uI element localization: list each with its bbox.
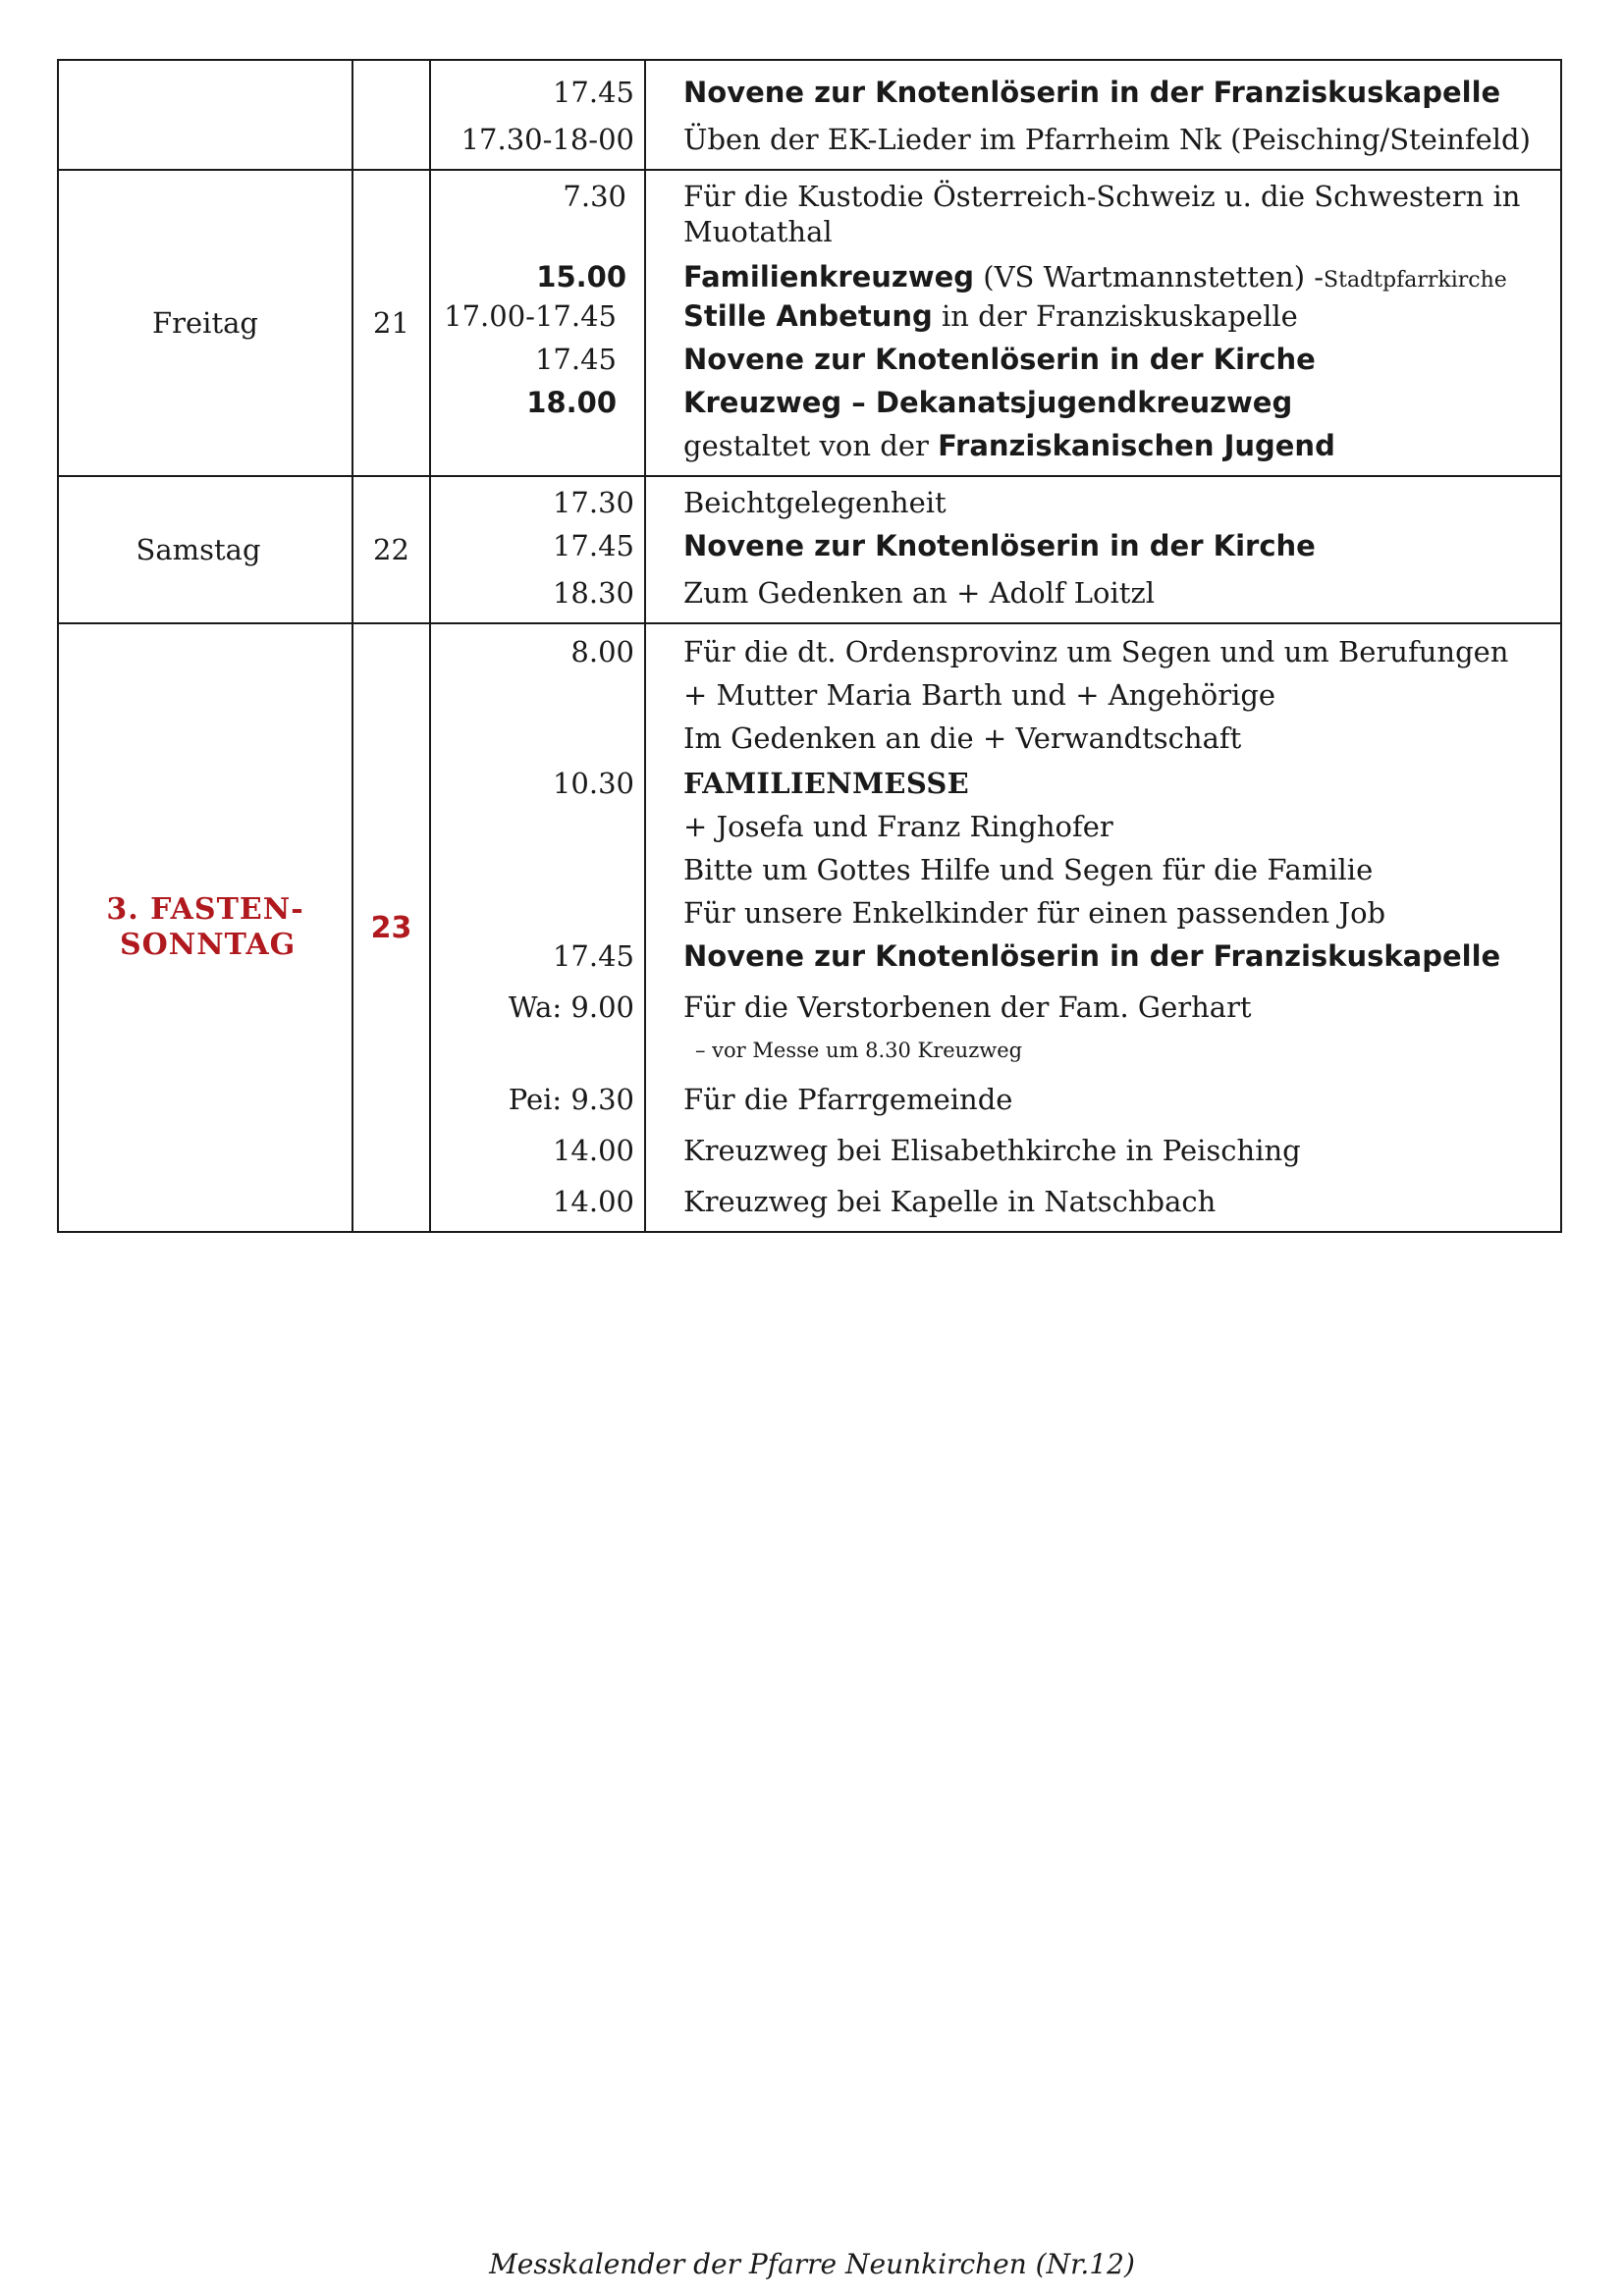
- entry-text: Novene zur Knotenlöserin in der Franziskuskapelle: [683, 76, 1501, 109]
- day-cell: [58, 170, 352, 476]
- date-cell: [352, 476, 430, 623]
- time-value: 7.30: [563, 180, 626, 213]
- entry-text: in der Franziskuskapelle: [932, 299, 1298, 333]
- time-value: 17.30: [552, 486, 634, 519]
- time-value: 14.00: [552, 1185, 634, 1218]
- entry-line: [683, 294, 1548, 338]
- time-value: 8.00: [570, 635, 634, 668]
- day-cell: [58, 623, 352, 1232]
- entry-text-bold: Stille Anbetung: [683, 299, 933, 333]
- entry-text: Bitte um Gottes Hilfe und Segen für die Familie: [683, 853, 1374, 886]
- time-value: [435, 891, 634, 934]
- entry-text: Für die Kustodie Österreich-Schweiz u. die Schwestern in Muotathal: [683, 180, 1521, 248]
- entry-text: Kreuzweg bei Elisabethkirche in Peisching: [683, 1134, 1301, 1167]
- entry-text: Für die Verstorbenen der Fam. Gerhart: [683, 990, 1252, 1024]
- date-label: 22: [373, 533, 409, 566]
- date-cell: [352, 170, 430, 476]
- entry-text-bold: Novene zur Knotenlöserin in der Kirche: [683, 529, 1316, 562]
- day-label: Samstag: [135, 533, 261, 566]
- time-value: 14.00: [552, 1134, 634, 1167]
- time-value: 17.45: [534, 343, 617, 376]
- schedule-row-samstag: [58, 476, 1561, 623]
- entry-text: + Mutter Maria Barth und + Angehörige: [683, 678, 1276, 712]
- time-value: [435, 673, 634, 717]
- entry-text-bold: Familienkreuzweg: [683, 260, 975, 294]
- schedule-row-continuation: [58, 60, 1561, 170]
- day-cell: [58, 476, 352, 623]
- time-value: [435, 848, 634, 891]
- text-cell: [645, 476, 1561, 623]
- text-cell: [645, 60, 1561, 170]
- entry-text: + Josefa und Franz Ringhofer: [683, 810, 1113, 843]
- day-label-line2: SONNTAG: [120, 928, 297, 962]
- entry-text: Für die dt. Ordensprovinz um Segen und um Berufungen: [683, 635, 1509, 668]
- entry-text-bold: FAMILIENMESSE: [683, 767, 970, 800]
- date-cell: [352, 623, 430, 1232]
- time-value: [435, 805, 634, 848]
- entry-text: gestaltet von der: [683, 429, 939, 462]
- schedule-table: [57, 59, 1562, 1233]
- time-value: 15.00: [536, 260, 626, 294]
- time-value: [435, 717, 634, 760]
- time-value: 10.30: [552, 767, 634, 800]
- time-value: 17.45: [552, 76, 634, 109]
- entry-text: Für die Pfarrgemeinde: [683, 1083, 1013, 1116]
- day-label-line1: 3. FASTEN-: [106, 892, 304, 927]
- time-value: 18.30: [552, 576, 634, 610]
- time-value: Pei: 9.30: [508, 1083, 634, 1116]
- text-cell: [645, 170, 1561, 476]
- day-cell: [58, 60, 352, 170]
- schedule-row-freitag: [58, 170, 1561, 476]
- time-value: [435, 424, 634, 467]
- entry-line: [683, 424, 1548, 475]
- entry-text: Beichtgelegenheit: [683, 486, 947, 519]
- time-value: 17.45: [552, 529, 634, 562]
- date-label: 21: [373, 306, 409, 340]
- entry-text-bold: Franziskanischen Jugend: [938, 429, 1335, 462]
- entry-text: (VS Wartmannstetten) -: [974, 260, 1325, 294]
- time-cell: [430, 170, 645, 476]
- time-value: [435, 1029, 634, 1078]
- entry-text-bold: Kreuzweg – Dekanatsjugendkreuzweg: [683, 386, 1293, 419]
- time-cell: [430, 623, 645, 1232]
- time-value: 17.45: [552, 939, 634, 973]
- text-cell: [645, 623, 1561, 1232]
- entry-text: Zum Gedenken an + Adolf Loitzl: [683, 576, 1156, 610]
- entry-text-small: Stadtpfarrkirche: [1324, 268, 1507, 293]
- time-value: 18.00: [526, 386, 617, 419]
- date-cell: [352, 60, 430, 170]
- page-footer: Messkalender der Pfarre Neunkirchen (Nr.12): [489, 2248, 1135, 2280]
- time-value: 17.30-18-00: [460, 123, 634, 156]
- entry-text-small: – vor Messe um 8.30 Kreuzweg: [695, 1039, 1023, 1062]
- entry-text-bold: Novene zur Knotenlöserin in der Franziskuskapelle: [683, 939, 1501, 973]
- entry-line: [683, 259, 1548, 294]
- entry-text: Kreuzweg bei Kapelle in Natschbach: [683, 1185, 1217, 1218]
- schedule-row-fastensonntag: [58, 623, 1561, 1232]
- time-value: Wa: 9.00: [508, 990, 634, 1024]
- entry-text: Für unsere Enkelkinder für einen passenden Job: [683, 896, 1386, 930]
- entry-text: Üben der EK-Lieder im Pfarrheim Nk (Peisching/Steinfeld): [683, 123, 1531, 156]
- time-cell: [430, 476, 645, 623]
- entry-text: Im Gedenken an die + Verwandtschaft: [683, 721, 1242, 755]
- time-value: 17.00-17.45: [444, 299, 617, 333]
- date-label: 23: [370, 910, 412, 945]
- entry-text-bold: Novene zur Knotenlöserin in der Kirche: [683, 343, 1316, 376]
- day-label: Freitag: [152, 306, 258, 340]
- time-cell: [430, 60, 645, 170]
